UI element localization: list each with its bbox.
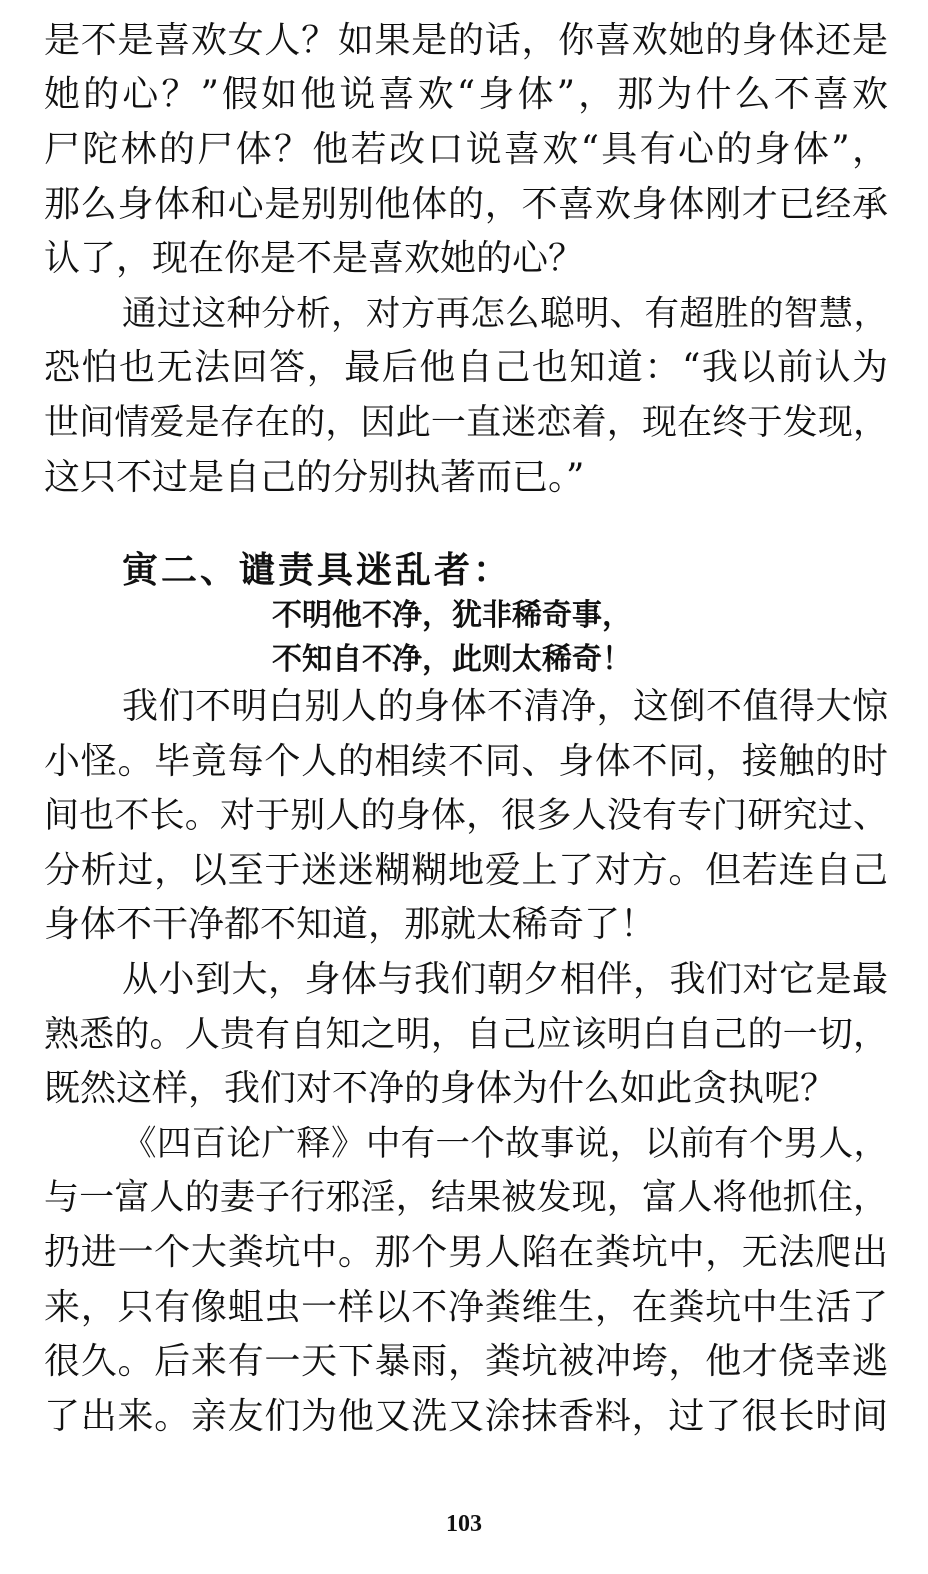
- para5-line-2: 与一富人的妻子行邪淫，结果被发现，富人将他抓住，: [44, 1178, 888, 1218]
- verse-line-1: 不明他不净，犹非稀奇事，: [272, 598, 632, 633]
- para5-line-1: 《四百论广释》中有一个故事说，以前有个男人，: [122, 1124, 888, 1164]
- para1-line-3: 尸陀林的尸体？他若改口说喜欢“具有心的身体”，: [44, 129, 888, 170]
- para1-line-5: 认了，现在你是不是喜欢她的心？: [44, 238, 585, 279]
- verse-line-2: 不知自不净，此则太稀奇！: [272, 642, 632, 677]
- para4-line-3: 既然这样，我们对不净的身体为什么如此贪执呢？: [44, 1068, 837, 1109]
- para4-line-1: 从小到大，身体与我们朝夕相伴，我们对它是最: [122, 959, 888, 1000]
- para5-line-6: 了出来。亲友们为他又洗又涂抹香料，过了很长时间: [44, 1396, 888, 1437]
- para2-line-1: 通过这种分析，对方再怎么聪明、有超胜的智慧，: [122, 294, 888, 334]
- para1-line-1: 是不是喜欢女人？如果是的话，你喜欢她的身体还是: [44, 20, 888, 61]
- para5-line-3: 扔进一个大粪坑中。那个男人陷在粪坑中，无法爬出: [44, 1232, 888, 1273]
- para3-line-4: 分析过，以至于迷迷糊糊地爱上了对方。但若连自己: [44, 850, 888, 891]
- para1-line-4: 那么身体和心是别别他体的，不喜欢身体刚才已经承: [44, 184, 888, 225]
- para1-line-2: 她的心？”假如他说喜欢“身体”，那为什么不喜欢: [44, 74, 888, 115]
- para2-line-3: 世间情爱是存在的，因此一直迷恋着，现在终于发现，: [44, 403, 888, 443]
- para3-line-5: 身体不干净都不知道，那就太稀奇了！: [44, 904, 657, 945]
- para3-line-3: 间也不长。对于别人的身体，很多人没有专门研究过、: [44, 796, 888, 836]
- para2-line-4: 这只不过是自己的分别执著而已。”: [44, 457, 585, 498]
- para5-line-5: 很久。后来有一天下暴雨，粪坑被冲垮，他才侥幸逃: [44, 1341, 888, 1382]
- section-heading: 寅二、谴责具迷乱者：: [122, 549, 513, 591]
- para3-line-2: 小怪。毕竟每个人的相续不同、身体不同，接触的时: [44, 741, 888, 782]
- page-number: 103: [446, 1511, 482, 1537]
- para4-line-2: 熟悉的。人贵有自知之明，自己应该明白自己的一切，: [44, 1015, 888, 1055]
- para2-line-2: 恐怕也无法回答，最后他自己也知道：“我以前认为: [44, 347, 888, 388]
- para3-line-1: 我们不明白别人的身体不清净，这倒不值得大惊: [122, 686, 888, 727]
- para5-line-4: 来，只有像蛆虫一样以不净粪维生，在粪坑中生活了: [44, 1287, 888, 1328]
